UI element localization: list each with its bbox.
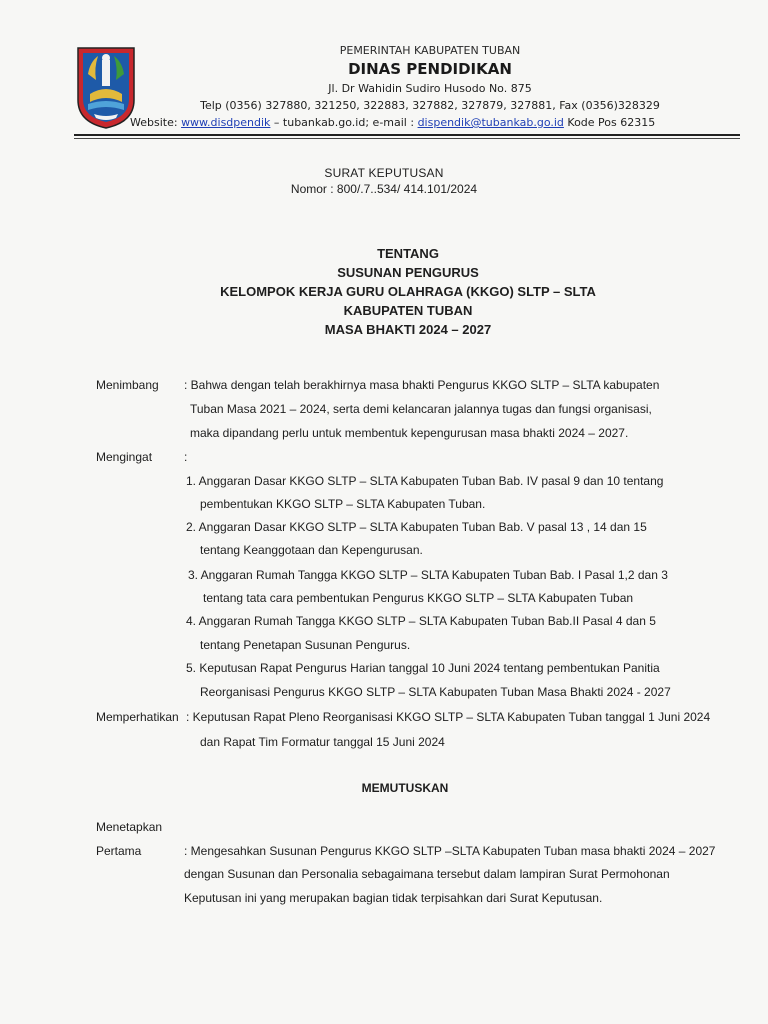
menetapkan-label: Menetapkan	[96, 820, 163, 834]
heading-line-2: SUSUNAN PENGURUS	[337, 265, 479, 280]
mengingat-item-cont: tentang tata cara pembentukan Pengurus KKGO SLTP – SLTA Kabupaten Tuban	[203, 591, 634, 605]
mengingat-item: 5. Keputusan Rapat Pengurus Harian tanggal 10 Juni 2024 tentang pembentukan Panitia	[186, 661, 660, 675]
mengingat-item: 3. Anggaran Rumah Tangga KKGO SLTP – SLTA Kabupaten Tuban Bab. I Pasal 1,2 dan 3	[188, 568, 668, 582]
heading-line-5: MASA BHAKTI 2024 – 2027	[324, 322, 492, 337]
menimbang-line: Tuban Masa 2021 – 2024, serta demi kelancaran jalannya tugas dan fungsi organisasi,	[190, 402, 652, 416]
postal-code: Kode Pos 62315	[563, 116, 656, 129]
letterhead-address: Jl. Dr Wahidin Sudiro Husodo No. 875	[328, 82, 532, 95]
mengingat-item-cont: pembentukan KKGO SLTP – SLTA Kabupaten Tuban.	[200, 497, 486, 511]
email-link[interactable]: dispendik@tubankab.go.id	[417, 116, 564, 129]
heading-line-1: TENTANG	[377, 246, 439, 261]
menimbang-label: Menimbang	[96, 378, 159, 392]
website-mid: – tubankab.go.id; e-mail :	[270, 116, 418, 129]
mengingat-item-cont: Reorganisasi Pengurus KKGO SLTP – SLTA Kabupaten Tuban Masa Bhakti 2024 - 2027	[200, 685, 671, 699]
mengingat-item-cont: tentang Keanggotaan dan Kepengurusan.	[200, 543, 423, 557]
pertama-line: dengan Susunan dan Personalia sebagaimana tersebut dalam lampiran Surat Permohonan	[184, 867, 670, 881]
mengingat-colon: :	[184, 450, 188, 464]
pertama-line: Keputusan ini yang merupakan bagian tidak terpisahkan dari Surat Keputusan.	[184, 891, 603, 905]
website-link[interactable]: www.disdpendik	[181, 116, 271, 129]
mengingat-item-cont: tentang Penetapan Susunan Pengurus.	[200, 638, 411, 652]
mengingat-item: 4. Anggaran Rumah Tangga KKGO SLTP – SLTA Kabupaten Tuban Bab.II Pasal 4 dan 5	[186, 614, 656, 628]
letterhead-divider-thin	[74, 138, 740, 139]
heading-line-4: KABUPATEN TUBAN	[343, 303, 473, 318]
pertama-label: Pertama	[96, 844, 142, 858]
decree-number: Nomor : 800/.7..534/ 414.101/2024	[290, 182, 478, 196]
memperhatikan-label: Memperhatikan	[96, 710, 179, 724]
letterhead-contact-line	[130, 116, 655, 129]
pertama-line: : Mengesahkan Susunan Pengurus KKGO SLTP –SLTA Kabupaten Tuban masa bhakti 2024 – 2027	[184, 844, 716, 858]
mengingat-item: 1. Anggaran Dasar KKGO SLTP – SLTA Kabupaten Tuban Bab. IV pasal 9 dan 10 tentang	[186, 474, 664, 488]
mengingat-item: 2. Anggaran Dasar KKGO SLTP – SLTA Kabupaten Tuban Bab. V pasal 13 , 14 dan 15	[186, 520, 647, 534]
menimbang-line: : Bahwa dengan telah berakhirnya masa bhakti Pengurus KKGO SLTP – SLTA kabupaten	[184, 378, 660, 392]
memutuskan-heading: MEMUTUSKAN	[361, 781, 449, 795]
heading-line-3: KELOMPOK KERJA GURU OLAHRAGA (KKGO) SLTP – SLTA	[220, 284, 596, 299]
menimbang-line: maka dipandang perlu untuk membentuk kepengurusan masa bhakti 2024 – 2027.	[190, 426, 629, 440]
letterhead-phone: Telp (0356) 327880, 321250, 322883, 327882, 327879, 327881, Fax (0356)328329	[200, 99, 660, 112]
website-prefix: Website:	[130, 116, 182, 129]
mengingat-label: Mengingat	[96, 450, 153, 464]
letterhead-government: PEMERINTAH KABUPATEN TUBAN	[339, 44, 521, 57]
letterhead-divider-thick	[74, 134, 740, 136]
memperhatikan-line: dan Rapat Tim Formatur tanggal 15 Juni 2024	[200, 735, 445, 749]
memperhatikan-line: : Keputusan Rapat Pleno Reorganisasi KKGO SLTP – SLTA Kabupaten Tuban tanggal 1 Juni 2024	[186, 710, 711, 724]
decree-type: SURAT KEPUTUSAN	[324, 166, 444, 180]
letterhead-department: DINAS PENDIDIKAN	[348, 60, 512, 78]
